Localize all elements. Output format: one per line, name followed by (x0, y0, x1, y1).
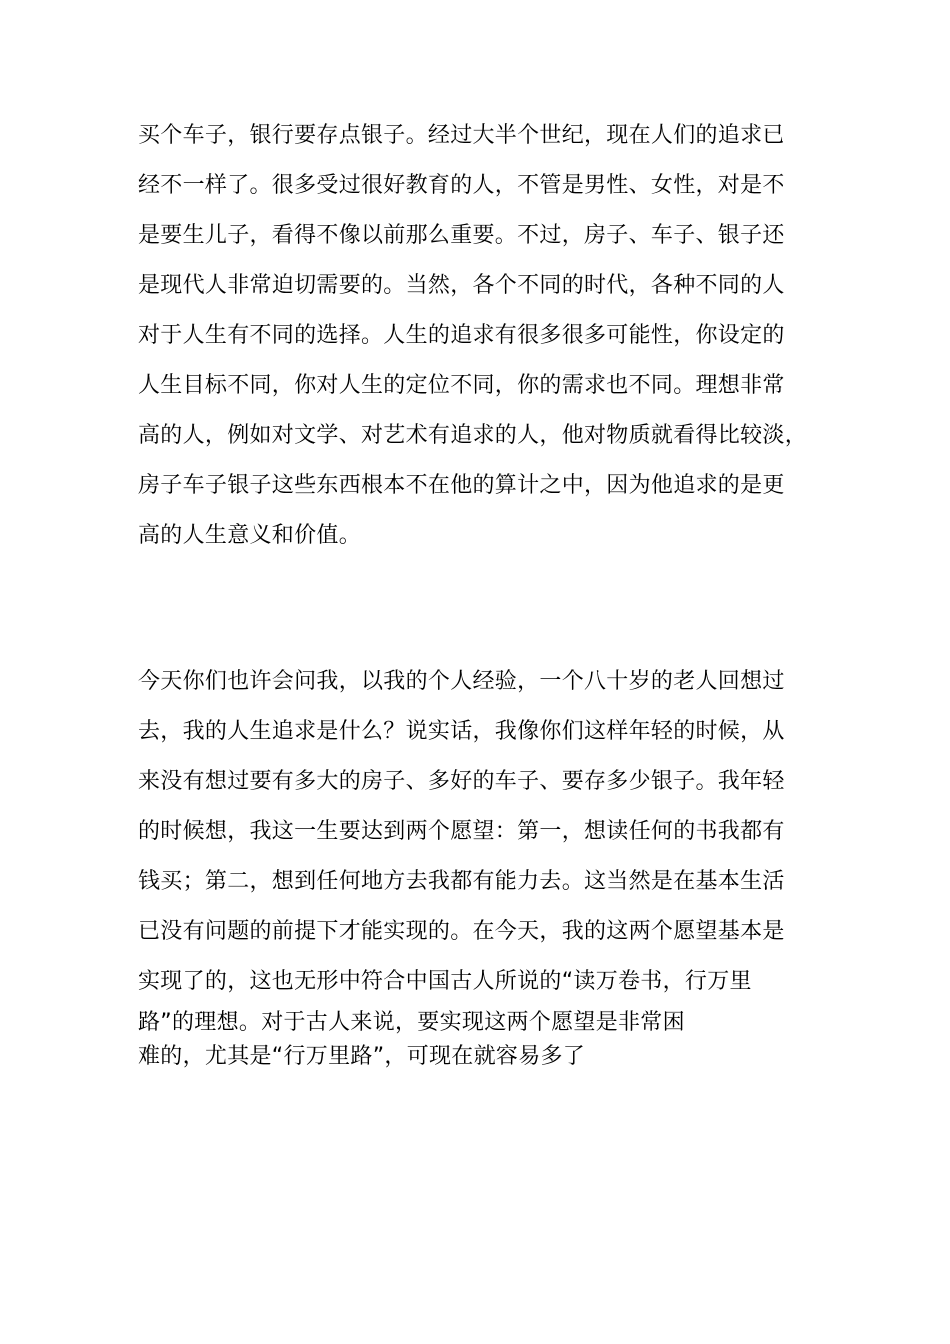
paragraph-1-line-5: 对于人生有不同的选择。人生的追求有很多很多可能性，你设定的 (138, 323, 785, 348)
paragraph-2-line-5: 钱买；第二，想到任何地方去我都有能力去。这当然是在基本生活 (138, 869, 785, 894)
paragraph-1-line-9: 高的人生意义和价值。 (138, 523, 362, 548)
paragraph-2-line-4: 的时候想，我这一生要达到两个愿望：第一，想读任何的书我都有 (138, 819, 785, 844)
paragraph-1-line-3: 是要生儿子，看得不像以前那么重要。不过，房子、车子、银子还 (138, 223, 785, 248)
paragraph-1-line-7: 高的人，例如对文学、对艺术有追求的人，他对物质就看得比较淡， (138, 423, 808, 448)
paragraph-1 (138, 111, 818, 561)
paragraph-1-line-8: 房子车子银子这些东西根本不在他的算计之中，因为他追求的是更 (138, 473, 785, 498)
paragraph-2-line-9: 难的，尤其是“行万里路”，可现在就容易多了 (138, 1044, 586, 1069)
paragraph-2 (138, 657, 818, 1075)
paragraph-1-line-1: 买个车子，银行要存点银子。经过大半个世纪，现在人们的追求已 (138, 123, 785, 148)
paragraph-2-line-1: 今天你们也许会问我，以我的个人经验，一个八十岁的老人回想过 (138, 669, 785, 694)
paragraph-1-line-6: 人生目标不同，你对人生的定位不同，你的需求也不同。理想非常 (138, 373, 785, 398)
paragraph-1-line-2: 经不一样了。很多受过很好教育的人，不管是男性、女性，对是不 (138, 173, 785, 198)
paragraph-2-line-2: 去，我的人生追求是什么？说实话，我像你们这样年轻的时候，从 (138, 719, 785, 744)
paragraph-2-line-3: 来没有想过要有多大的房子、多好的车子、要存多少银子。我年轻 (138, 769, 785, 794)
paragraph-2-line-8: 路”的理想。对于古人来说，要实现这两个愿望是非常困 (138, 1010, 685, 1035)
paragraph-2-line-6: 已没有问题的前提下才能实现的。在今天，我的这两个愿望基本是 (138, 919, 785, 944)
paragraph-2-line-7: 实现了的，这也无形中符合中国古人所说的“读万卷书，行万里 (138, 969, 752, 994)
paragraph-1-line-4: 是现代人非常迫切需要的。当然，各个不同的时代，各种不同的人 (138, 273, 785, 298)
